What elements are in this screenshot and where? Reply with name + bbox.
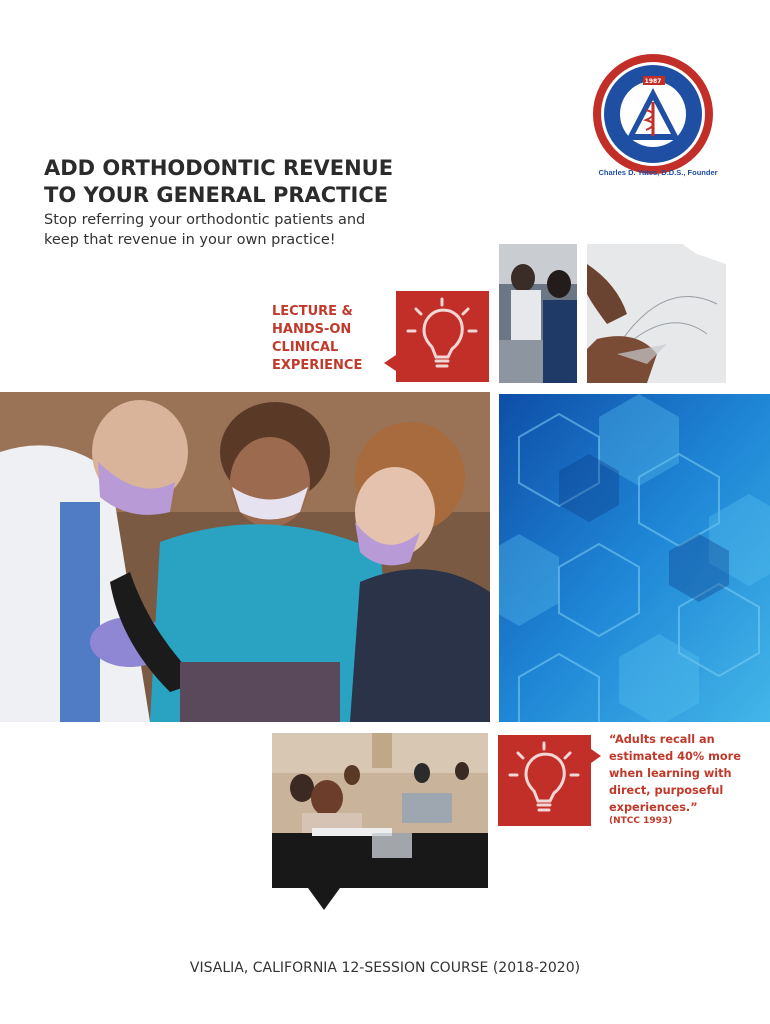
title-line-1: ADD ORTHODONTIC REVENUE — [44, 156, 394, 180]
lecture-callout-text — [272, 303, 362, 375]
cephalometric-tracing-photo — [587, 244, 726, 383]
subheading-line-2: keep that revenue in your own practice! — [44, 232, 336, 248]
callout-line-4: EXPERIENCE — [272, 358, 363, 373]
callout-pointer — [384, 355, 396, 371]
quote-citation: (NTCC 1993) — [609, 816, 673, 826]
hands-on-clinical-photo — [0, 392, 490, 722]
subheading — [44, 210, 404, 250]
quote-line-4: direct, purposeful — [609, 784, 724, 797]
lightbulb-icon — [498, 735, 591, 826]
callout-line-3: CLINICAL — [272, 340, 339, 355]
quote-line-2: estimated 40% more — [609, 750, 741, 763]
quote-callout-box — [498, 735, 591, 826]
logo-year: 1987 — [644, 78, 662, 85]
classroom-pointer — [308, 888, 340, 910]
quote-pointer — [591, 749, 601, 763]
subheading-line-1: Stop referring your orthodontic patients and — [44, 212, 366, 228]
title-line-2: TO YOUR GENERAL PRACTICE — [44, 183, 389, 207]
lightbulb-icon — [396, 291, 489, 382]
clinic-photo — [499, 244, 577, 383]
quote-line-5: experiences.” — [609, 801, 698, 814]
callout-line-2: HANDS-ON — [272, 322, 352, 337]
course-footer: VISALIA, CALIFORNIA 12-SESSION COURSE (2018-2020) — [189, 960, 581, 976]
academy-logo — [588, 52, 718, 182]
classroom-photo — [272, 733, 488, 888]
blue-hexagon-graphic — [499, 394, 770, 722]
logo-founder: Charles D. Yates, D.D.S., Founder — [598, 168, 718, 177]
quote-line-3: when learning with — [609, 767, 732, 780]
page-title — [44, 155, 464, 209]
research-quote — [609, 731, 759, 816]
lecture-callout-box — [396, 291, 489, 382]
quote-line-1: “Adults recall an — [609, 733, 715, 746]
callout-line-1: LECTURE & — [272, 304, 353, 319]
